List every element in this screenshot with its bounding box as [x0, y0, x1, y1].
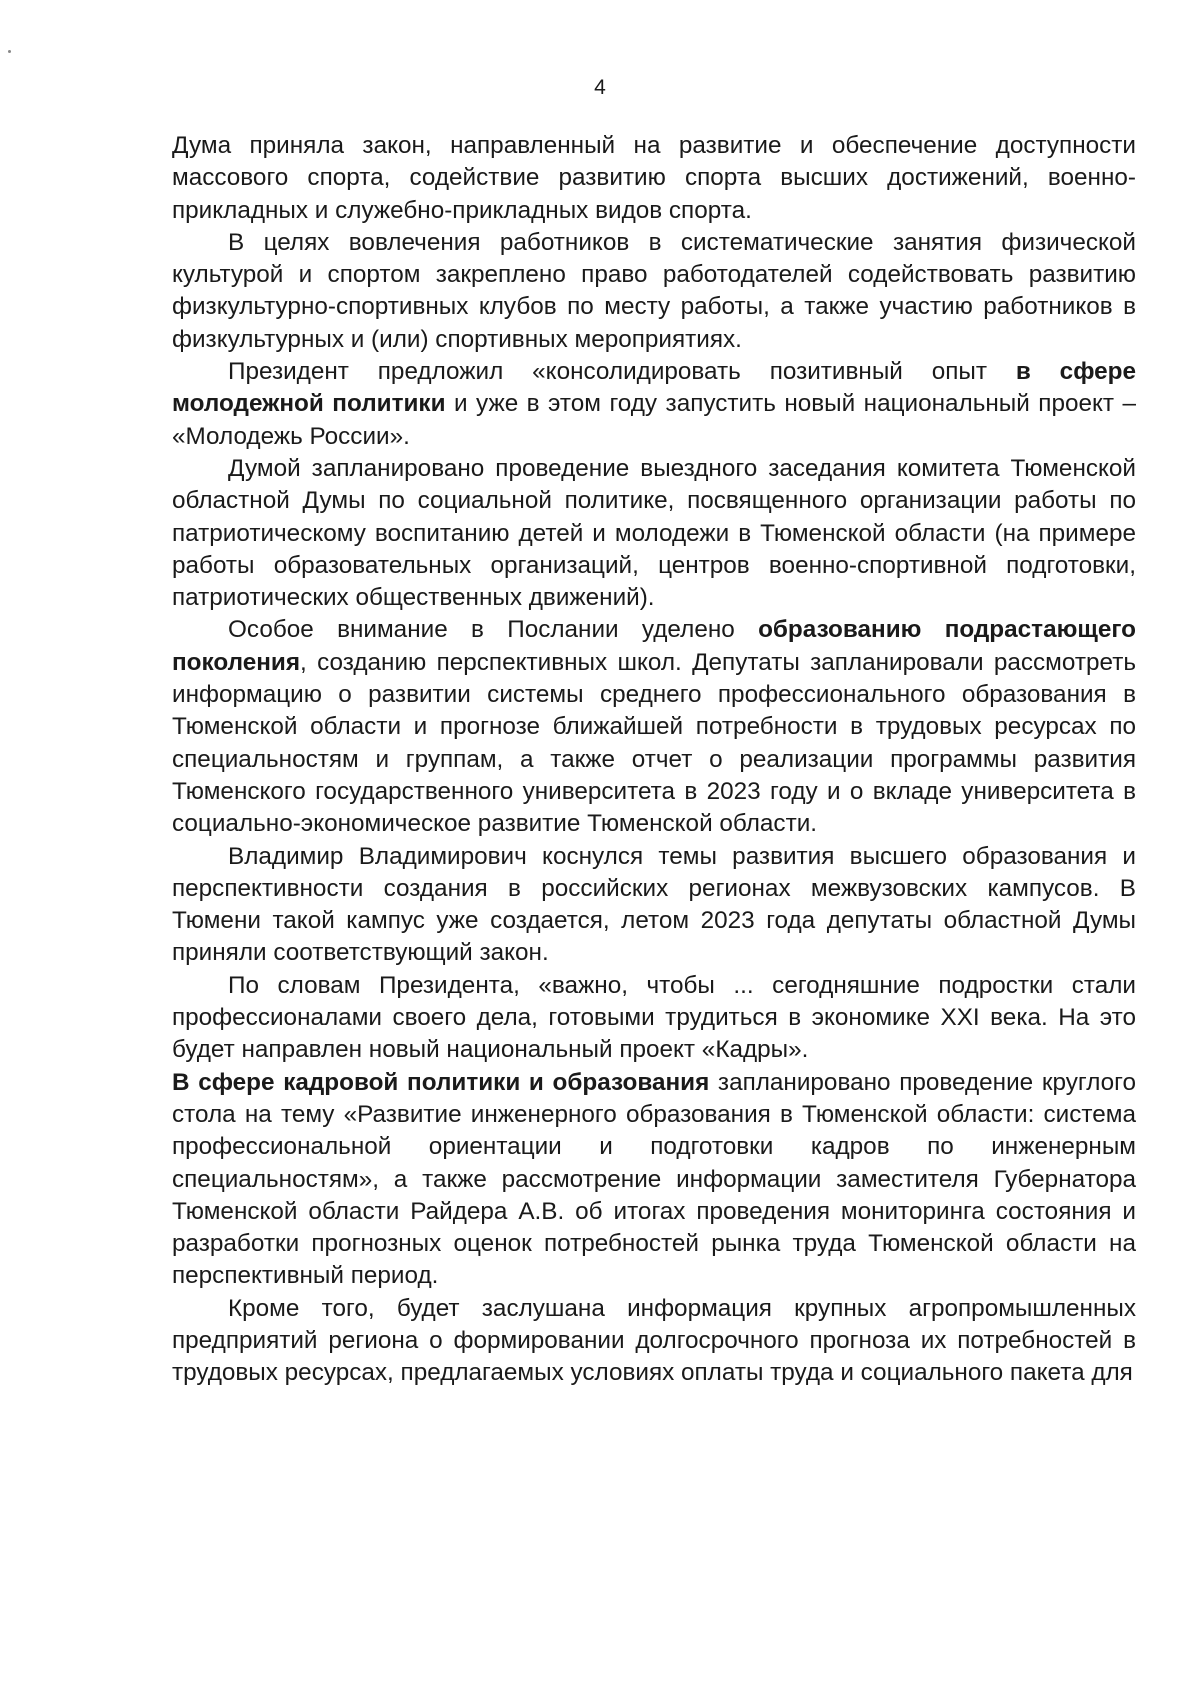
- text-run: , созданию перспективных школ. Депутаты запланировали рассмотреть информацию о развитии системы среднего профессионального образования в Тюменской области и прогнозе ближайшей потребности в трудовых ресурсах по специальностям и группам, а также отчет о реализации программы развития Тюменского государственного университета в 2023 году и о вкладе университета в социально-экономическое развитие Тюменской области.: [172, 648, 1136, 838]
- text-run: Думой запланировано проведение выездного заседания комитета Тюменской областной Думы по социальной политике, посвященного организации работы по патриотическому воспитанию детей и молодежи в Тюменской области (на примере работы образовательных организаций, центров военно-спортивной подготовки, патриотических общественных движений).: [172, 454, 1136, 612]
- scan-artifact-dot: [8, 50, 11, 53]
- text-run: Особое внимание в Послании уделено: [228, 616, 759, 644]
- paragraph-1: [172, 130, 1136, 227]
- paragraph-4: [172, 453, 1136, 614]
- paragraph-7: [172, 970, 1136, 1067]
- bold-text-run: образованию подрастающего поколения: [172, 616, 1136, 676]
- paragraph-6: [172, 841, 1136, 970]
- paragraph-3: [172, 356, 1136, 453]
- text-run: Дума приняла закон, направленный на развитие и обеспечение доступности массового спорта, содействие развитию спорта высших достижений, военно-прикладных и служебно-прикладных видов спорта.: [172, 132, 1136, 224]
- text-run: запланировано проведение круглого стола на тему «Развитие инженерного образования в Тюменской области: система профессиональной ориентации и подготовки кадров по инженерным специальностям», а также рассмотрение информации заместителя Губернатора Тюменской области Райдера А.В. об итогах проведения мониторинга состояния и разработки прогнозных оценок потребностей рынка труда Тюменской области на перспективный период.: [172, 1068, 1136, 1290]
- text-run: В целях вовлечения работников в систематические занятия физической культурой и спортом закреплено право работодателей содействовать развитию физкультурно-спортивных клубов по месту работы, а также участию работников в физкультурных и (или) спортивных мероприятиях.: [172, 228, 1136, 353]
- paragraph-8: [172, 1067, 1136, 1293]
- bold-text-run: В сфере кадровой политики и образования: [172, 1068, 710, 1096]
- text-run: По словам Президента, «важно, чтобы ... сегодняшние подростки стали профессионалами своего дела, готовыми трудиться в экономике XXI века. На это будет направлен новый национальный проект «Кадры».: [172, 971, 1136, 1064]
- paragraph-2: [172, 227, 1136, 356]
- text-run: и уже в этом году запустить новый национальный проект – «Молодежь России».: [172, 390, 1136, 450]
- text-run: Владимир Владимирович коснулся темы развития высшего образования и перспективности создания в российских регионах межвузовских кампусов. В Тюмени такой кампус уже создается, летом 2023 года депутаты областной Думы приняли соответствующий закон.: [172, 842, 1136, 967]
- text-run: Кроме того, будет заслушана информация крупных агропромышленных предприятий региона о формировании долгосрочного прогноза их потребностей в трудовых ресурсах, предлагаемых условиях оплаты труда и социального пакета для: [172, 1294, 1136, 1387]
- bold-text-run: в сфере молодежной политики: [172, 358, 1136, 418]
- document-body: [172, 130, 1136, 1390]
- text-run: Президент предложил «консолидировать позитивный опыт: [228, 358, 1016, 386]
- page-number: 4: [594, 76, 606, 99]
- paragraph-9: [172, 1293, 1136, 1390]
- paragraph-5: [172, 614, 1136, 840]
